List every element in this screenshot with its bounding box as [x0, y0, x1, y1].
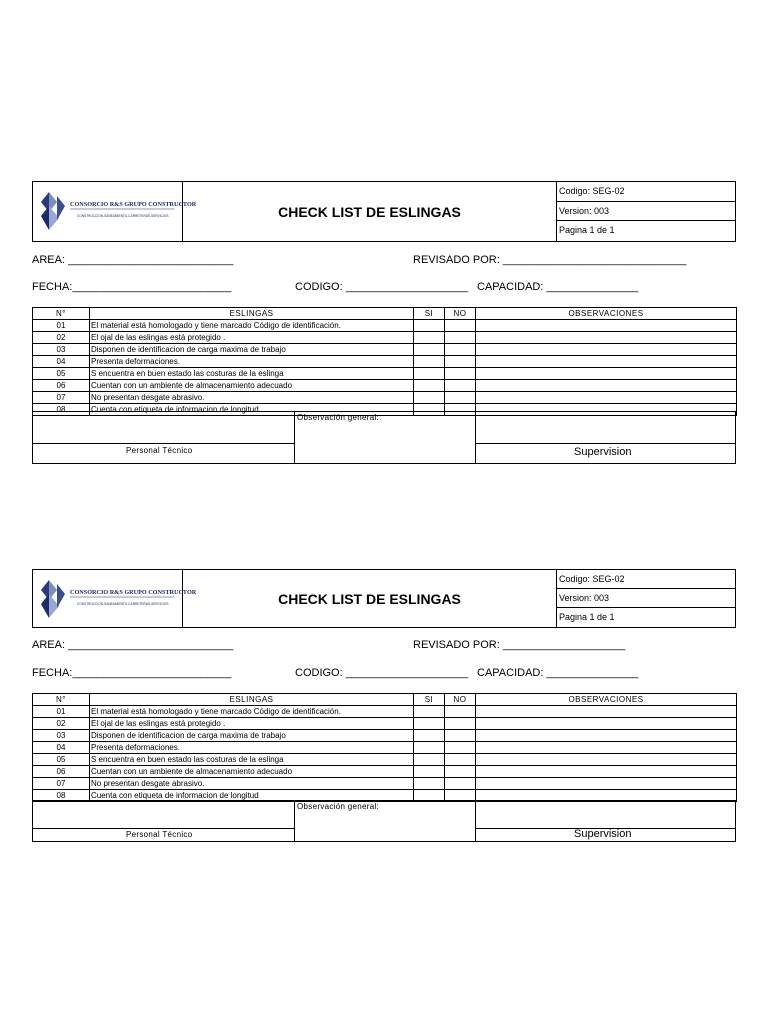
table-row: [33, 754, 737, 766]
table-row: [33, 368, 737, 380]
observaciones-cell[interactable]: [476, 368, 737, 380]
row-item: Cuentan con un ambiente de almacenamiento adecuado: [90, 380, 414, 392]
col-header-observaciones: OBSERVACIONES: [476, 308, 737, 320]
col-header-no: NO: [445, 308, 476, 320]
row-number: 04: [33, 742, 90, 754]
table-row: [33, 392, 737, 404]
row-item: Cuenta con etiqueta de informacion de longitud: [90, 404, 414, 416]
company-logo: [33, 570, 197, 627]
svg-text:CONSORCIO R&S GRUPO CONSTRUCTO: CONSORCIO R&S GRUPO CONSTRUCTOR: [70, 201, 197, 208]
col-header-observaciones: OBSERVACIONES: [476, 694, 737, 706]
table-row: [33, 778, 737, 790]
col-header-eslingas: ESLINGAS: [90, 308, 414, 320]
no-cell[interactable]: [445, 356, 476, 368]
row-item: No presentan desgate abrasivo.: [90, 392, 414, 404]
si-cell[interactable]: [414, 718, 445, 730]
si-cell[interactable]: [414, 742, 445, 754]
si-cell[interactable]: [414, 368, 445, 380]
revisado-field: REVISADO POR: ____________________: [413, 639, 626, 651]
si-cell[interactable]: [414, 706, 445, 718]
observacion-general-box[interactable]: [295, 412, 476, 463]
row-number: 01: [33, 320, 90, 332]
row-number: 06: [33, 380, 90, 392]
observacion-general-label: Observación general:: [297, 802, 380, 811]
row-number: 05: [33, 754, 90, 766]
observacion-general-box[interactable]: [295, 801, 476, 841]
personal-tecnico-box[interactable]: [33, 412, 295, 463]
row-item: S encuentra en buen estado las costuras de la eslinga: [90, 754, 414, 766]
col-header-n: N°: [33, 694, 90, 706]
col-header-si: SI: [414, 694, 445, 706]
fecha-field: FECHA:__________________________: [32, 667, 232, 679]
no-cell[interactable]: [445, 754, 476, 766]
observaciones-cell[interactable]: [476, 730, 737, 742]
area-field: AREA: ___________________________: [32, 254, 234, 266]
observaciones-cell[interactable]: [476, 392, 737, 404]
personal-tecnico-label: Personal Técnico: [126, 446, 193, 455]
table-row: [33, 742, 737, 754]
si-cell[interactable]: [414, 320, 445, 332]
table-row: [33, 356, 737, 368]
no-cell[interactable]: [445, 706, 476, 718]
no-cell[interactable]: [445, 718, 476, 730]
row-item: Presenta deformaciones.: [90, 356, 414, 368]
checklist-table: [32, 693, 737, 802]
observaciones-cell[interactable]: [476, 344, 737, 356]
observacion-general-label: Observación general:: [297, 413, 380, 422]
no-cell[interactable]: [445, 368, 476, 380]
row-item: Disponen de identificacion de carga maxima de trabajo: [90, 344, 414, 356]
row-item: Cuenta con etiqueta de informacion de longitud: [90, 790, 414, 802]
doc-code: Codigo: SEG-02: [557, 182, 735, 202]
observaciones-cell[interactable]: [476, 766, 737, 778]
document-meta: [557, 570, 735, 627]
signature-footer: [32, 411, 736, 464]
table-row: [33, 766, 737, 778]
row-number: 04: [33, 356, 90, 368]
observaciones-cell[interactable]: [476, 754, 737, 766]
form-header: [32, 569, 736, 628]
si-cell[interactable]: [414, 766, 445, 778]
row-item: No presentan desgate abrasivo.: [90, 778, 414, 790]
no-cell[interactable]: [445, 320, 476, 332]
row-item: Cuentan con un ambiente de almacenamiento adecuado: [90, 766, 414, 778]
document-meta: [557, 182, 735, 241]
row-number: 05: [33, 368, 90, 380]
row-number: 07: [33, 778, 90, 790]
row-number: 01: [33, 706, 90, 718]
table-row: [33, 730, 737, 742]
si-cell[interactable]: [414, 380, 445, 392]
doc-version: Version: 003: [557, 202, 735, 222]
observaciones-cell[interactable]: [476, 356, 737, 368]
no-cell[interactable]: [445, 766, 476, 778]
observaciones-cell[interactable]: [476, 718, 737, 730]
si-cell[interactable]: [414, 332, 445, 344]
form-title: CHECK LIST DE ESLINGAS: [183, 182, 557, 241]
company-logo-icon: [37, 186, 197, 238]
si-cell[interactable]: [414, 392, 445, 404]
codigo-field: CODIGO: ____________________: [295, 281, 469, 293]
si-cell[interactable]: [414, 344, 445, 356]
no-cell[interactable]: [445, 332, 476, 344]
svg-text:CONSORCIO R&S GRUPO CONSTRUCTO: CONSORCIO R&S GRUPO CONSTRUCTOR: [70, 589, 197, 596]
row-number: 08: [33, 404, 90, 416]
signature-footer: [32, 800, 736, 842]
table-header-row: [33, 694, 737, 706]
company-logo-icon: [37, 574, 197, 626]
checklist-table: [32, 307, 737, 416]
doc-page: Pagina 1 de 1: [559, 612, 615, 622]
row-item: El material está homologado y tiene marcado Código de identificación.: [90, 706, 414, 718]
capacidad-field: CAPACIDAD: _______________: [477, 667, 639, 679]
revisado-field: REVISADO POR: ______________________________: [413, 254, 687, 266]
row-item: El ojal de las eslingas está protegido .: [90, 718, 414, 730]
table-row: [33, 718, 737, 730]
col-header-si: SI: [414, 308, 445, 320]
row-item: El ojal de las eslingas está protegido .: [90, 332, 414, 344]
doc-version: Version: 003: [557, 589, 735, 608]
col-header-eslingas: ESLINGAS: [90, 694, 414, 706]
table-row: [33, 344, 737, 356]
si-cell[interactable]: [414, 754, 445, 766]
row-item: El material está homologado y tiene marcado Código de identificación.: [90, 320, 414, 332]
table-row: [33, 332, 737, 344]
row-item: S encuentra en buen estado las costuras de la eslinga: [90, 368, 414, 380]
doc-code: Codigo: SEG-02: [557, 570, 735, 589]
supervision-box[interactable]: [476, 801, 735, 841]
observaciones-cell[interactable]: [476, 332, 737, 344]
observaciones-cell[interactable]: [476, 706, 737, 718]
fecha-field: FECHA:__________________________: [32, 281, 232, 293]
no-cell[interactable]: [445, 730, 476, 742]
no-cell[interactable]: [445, 380, 476, 392]
row-number: 03: [33, 344, 90, 356]
supervision-label: Supervision: [574, 446, 632, 458]
form-title: CHECK LIST DE ESLINGAS: [183, 570, 557, 627]
row-number: 02: [33, 718, 90, 730]
row-number: 06: [33, 766, 90, 778]
company-logo: [33, 182, 197, 241]
table-row: [33, 380, 737, 392]
si-cell[interactable]: [414, 730, 445, 742]
table-row: [33, 320, 737, 332]
supervision-label: Supervision: [574, 828, 632, 840]
row-item: Disponen de identificacion de carga maxima de trabajo: [90, 730, 414, 742]
observaciones-cell[interactable]: [476, 320, 737, 332]
personal-tecnico-label: Personal Técnico: [126, 830, 193, 839]
row-number: 08: [33, 790, 90, 802]
row-number: 02: [33, 332, 90, 344]
row-item: Presenta deformaciones.: [90, 742, 414, 754]
si-cell[interactable]: [414, 356, 445, 368]
observaciones-cell[interactable]: [476, 742, 737, 754]
no-cell[interactable]: [445, 392, 476, 404]
row-number: 03: [33, 730, 90, 742]
row-number: 07: [33, 392, 90, 404]
no-cell[interactable]: [445, 778, 476, 790]
table-row: [33, 706, 737, 718]
si-cell[interactable]: [414, 778, 445, 790]
svg-text:CONSTRUCCION-SANEAMIENTO-CARRE: CONSTRUCCION-SANEAMIENTO-CARRETERAS-SERVICIOS: [77, 214, 169, 218]
supervision-box[interactable]: [476, 412, 735, 463]
no-cell[interactable]: [445, 742, 476, 754]
personal-tecnico-box[interactable]: [33, 801, 295, 841]
form-header: [32, 181, 736, 242]
no-cell[interactable]: [445, 344, 476, 356]
table-header-row: [33, 308, 737, 320]
svg-text:CONSTRUCCION-SANEAMIENTO-CARRE: CONSTRUCCION-SANEAMIENTO-CARRETERAS-SERVICIOS: [77, 602, 169, 606]
observaciones-cell[interactable]: [476, 380, 737, 392]
col-header-no: NO: [445, 694, 476, 706]
capacidad-field: CAPACIDAD: _______________: [477, 281, 639, 293]
col-header-n: N°: [33, 308, 90, 320]
observaciones-cell[interactable]: [476, 778, 737, 790]
codigo-field: CODIGO: ____________________: [295, 667, 469, 679]
area-field: AREA: ___________________________: [32, 639, 234, 651]
doc-page: Pagina 1 de 1: [559, 225, 615, 236]
